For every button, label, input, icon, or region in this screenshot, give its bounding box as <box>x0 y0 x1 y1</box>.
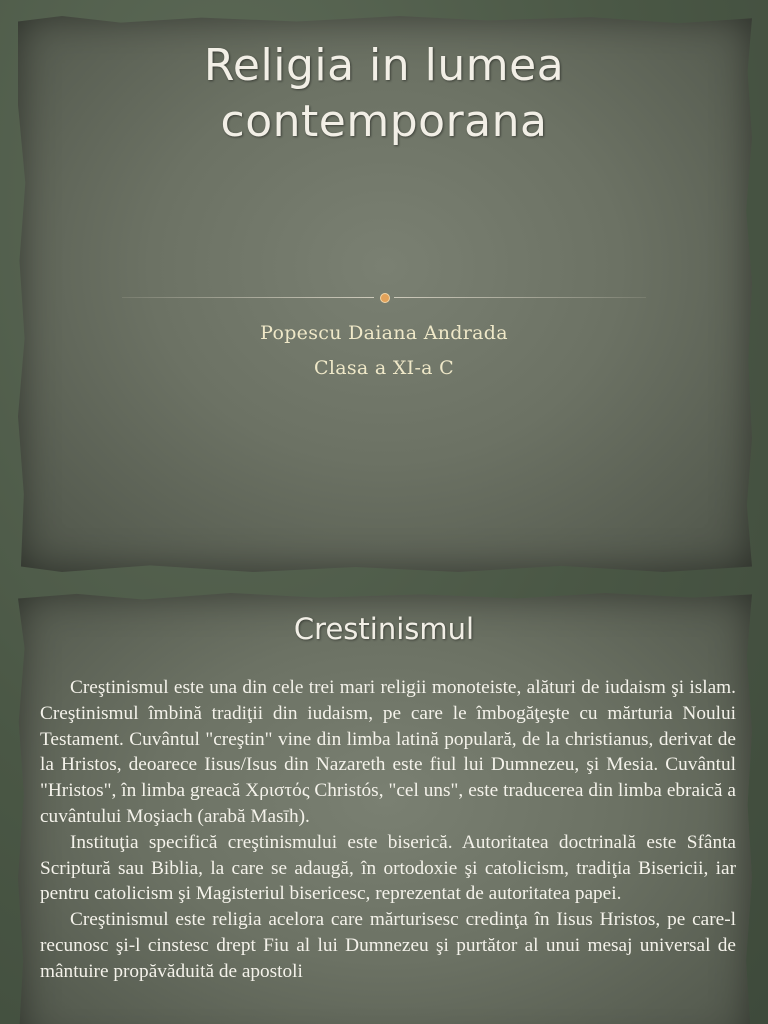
slide-heading: Crestinismul <box>293 612 475 646</box>
divider-line-right <box>394 297 646 298</box>
slide-body <box>40 675 736 985</box>
title-line-1: Religia in lumea <box>203 40 565 91</box>
presentation-title <box>0 38 768 150</box>
slide-crestinismul <box>0 585 768 1024</box>
subtitle <box>0 316 768 386</box>
paragraph: Creştinismul este una din cele trei mari religii monoteiste, alături de iudaism şi islam. Creştinismul îmbină tradiţii din iudaism, pe care le îmbogăţeşte cu mărturia Noului Testament. Cuvântul "creştin" vine din limba latină populară, de la christianus, derivat de la Hristos, deoarece Iisus/Isus din Nazareth este fiul lui Dumnezeu, şi Mesia. Cuvântul "Hristos", în limba greacă Χριστός Christós, "cel uns", este traducerea din limba ebraică a cuvântului Moşiach (arabă Masīh). <box>40 677 736 827</box>
class-name: Clasa a XI-a C <box>314 357 454 379</box>
title-line-2: contemporana <box>220 96 548 147</box>
divider-line-left <box>122 297 374 298</box>
divider-dot-icon <box>380 293 390 303</box>
paragraph: Instituţia specifică creştinismului este biserică. Autoritatea doctrinală este Sfânta Scriptură sau Biblia, la care se adaugă, în ortodoxie şi catolicism, tradiţia Bisericii, iar pentru catolicism şi Magisteriul bisericesc, reprezentat de autoritatea papei. <box>40 831 736 905</box>
ornamental-divider <box>122 297 646 299</box>
paragraph: Creştinismul este religia acelora care mărturisesc credinţa în Iisus Hristos, pe care-l recunosc şi-l cinstesc drept Fiu al lui Dumnezeu şi purtător al unui mesaj universal de mântuire propăvăduită de apostoli <box>40 909 736 982</box>
author-name: Popescu Daiana Andrada <box>260 322 508 344</box>
